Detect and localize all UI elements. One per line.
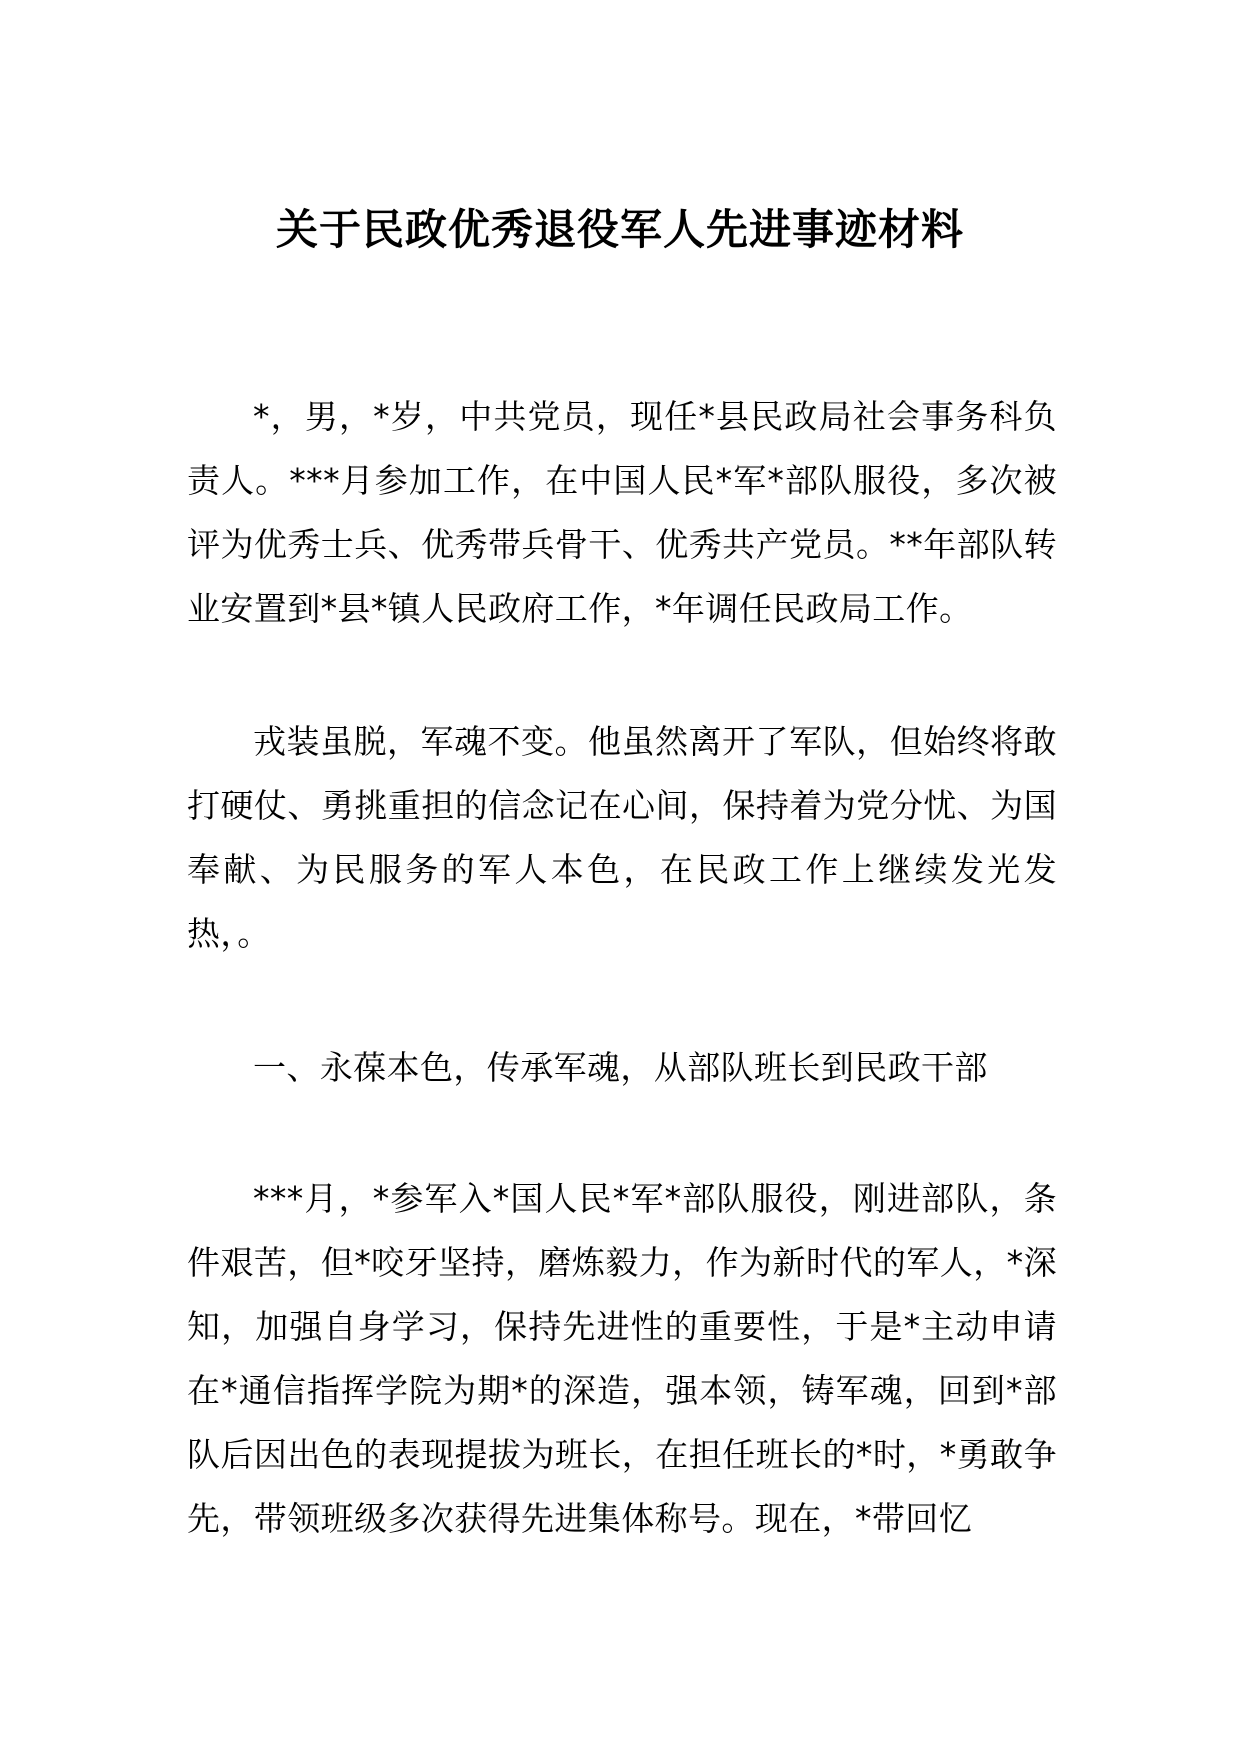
intro-paragraph: *，男，*岁，中共党员，现任*县民政局社会事务科负责人。***月参加工作，在中国人民*军*部队服役，多次被评为优秀士兵、优秀带兵骨干、优秀共产党员。**年部队转业安置到*县*镇人民政府工作，*年调任民政局工作。 (187, 397, 1057, 628)
document-title: 关于民政优秀退役军人先进事迹材料 (275, 205, 964, 254)
summary-paragraph: 戎装虽脱，军魂不变。他虽然离开了军队，但始终将敢打硬仗、勇挑重担的信念记在心间，保持着为党分忧、为国奉献、为民服务的军人本色，在民政工作上继续发光发热，。 (187, 722, 1057, 953)
section-heading: 一、永葆本色，传承军魂，从部队班长到民政干部 (253, 1048, 988, 1087)
section-paragraph: ***月，*参军入*国人民*军*部队服役，刚进部队，条件艰苦，但*咬牙坚持，磨炼毅力，作为新时代的军人，*深知，加强自身学习，保持先进性的重要性，于是*主动申请在*通信指挥学院为期*的深造，强本领，铸军魂，回到*部队后因出色的表现提拔为班长，在担任班长的*时，*勇敢争先，带领班级多次获得先进集体称号。现在，*带回忆 (187, 1179, 1057, 1538)
